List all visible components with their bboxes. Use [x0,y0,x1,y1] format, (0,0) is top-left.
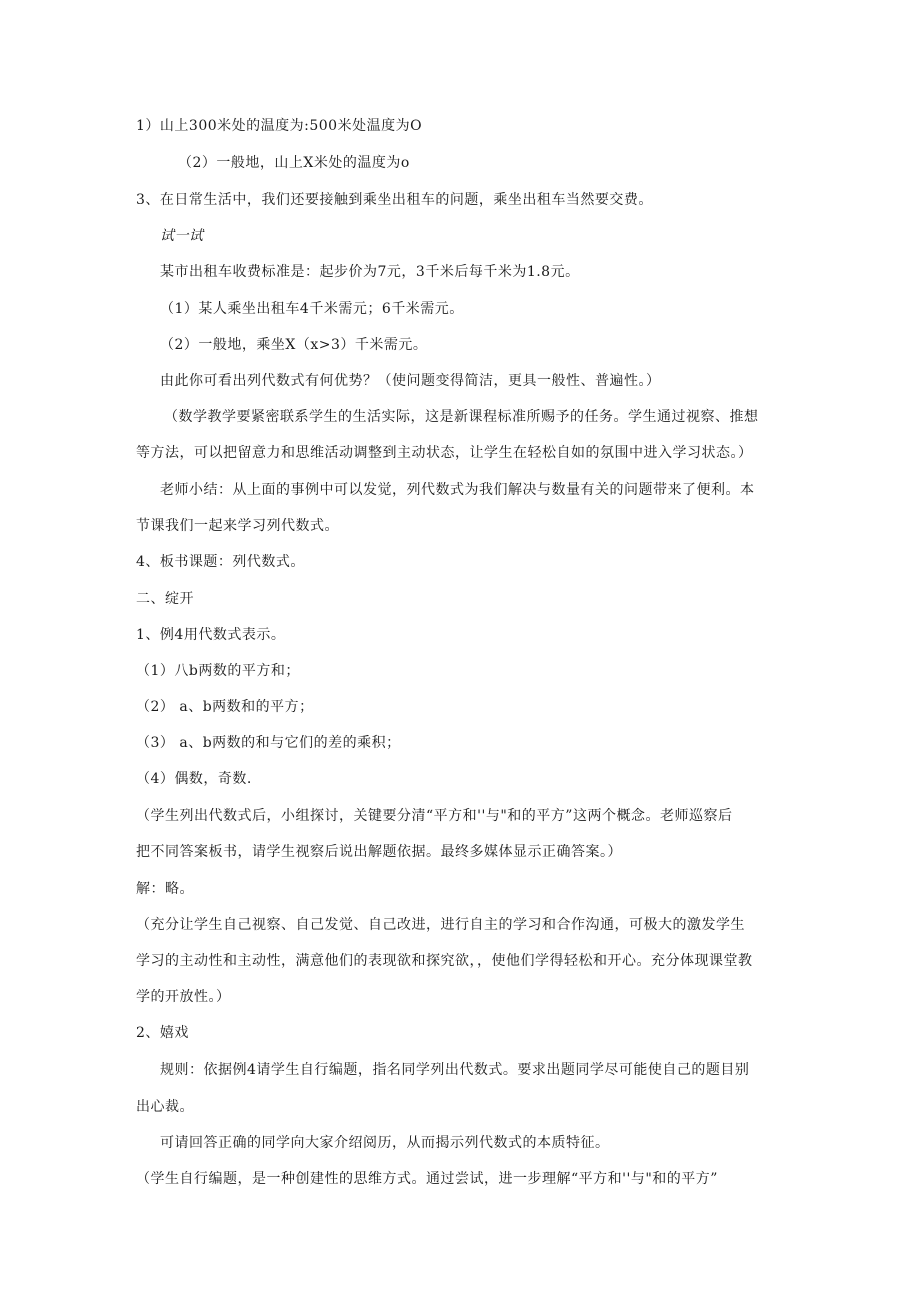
text-line-26: 2、嬉戏 [136,1025,189,1041]
text-line-9: （数学教学要紧密联系学生的生活实际，这是新课程标准所赐予的任务。学生通过视察、推想 [164,409,759,425]
text-line-12: 节课我们一起来学习列代数式。 [136,518,339,534]
text-line-5: 某市出租车收费标准是：起步价为7元，3千米后每千米为1.8元。 [160,264,580,280]
text-line-29: 可请回答正确的同学向大家介绍阅历，从而揭示列代数式的本质特征。 [160,1135,610,1151]
text-line-28: 出心裁。 [136,1099,194,1115]
text-line-try-heading: 试一试 [160,228,204,244]
text-line-2: （2）一般地，山上X米处的温度为o [178,155,410,171]
text-line-7: （2）一般地，乘坐X（x>3）千米需元。 [160,337,428,353]
text-line-11: 老师小结：从上面的事例中可以发觉，列代数式为我们解决与数量有关的问题带来了便利。本 [160,482,755,498]
text-line-1: 1）山上300米处的温度为:500米处温度为O [136,118,423,134]
text-line-25: 学的开放性。） [136,989,231,1005]
text-line-23: （充分让学生自己视察、自己发觉、自己改进，进行自主的学习和合作沟通，可极大的激发学生 [136,917,745,933]
text-line-21: 把不同答案板书，请学生视察后说出解题依据。最终多媒体显示正确答案。） [136,844,622,860]
text-line-17: （2） a、b两数和的平方； [136,699,314,715]
text-line-30: （学生自行编题，是一种创建性的思维方式。通过尝试，进一步理解“平方和''与"和的平方” [136,1171,718,1187]
text-line-20: （学生列出代数式后，小组探讨，关键要分清“平方和''与"和的平方”这两个概念。老师巡察后 [136,808,733,824]
text-line-22: 解：略。 [136,881,194,897]
text-line-6: （1）某人乘坐出租车4千米需元；6千米需元。 [160,301,464,317]
text-line-10: 等方法，可以把留意力和思维活动调整到主动状态，让学生在轻松自如的氛围中进入学习状态。） [136,445,753,461]
text-line-8: 由此你可看出列代数式有何优势？（使问题变得简洁，更具一般性、普遍性。） [160,373,661,389]
text-line-13: 4、板书课题：列代数式。 [136,554,305,570]
text-line-19: （4）偶数，奇数. [136,771,252,787]
text-line-24: 学习的主动性和主动性，满意他们的表现欲和探究欲，，使他们学得轻松和开心。充分体现课堂教 [136,953,753,969]
text-line-27: 规则：依据例4请学生自行编题，指名同学列出代数式。要求出题同学尽可能使自己的题目别 [160,1062,750,1078]
text-line-16: （1）八b两数的平方和； [136,663,300,679]
text-line-3: 3、在日常生活中，我们还要接触到乘坐出租车的问题，乘坐出租车当然要交费。 [136,192,653,208]
text-line-15: 1、例4用代数式表示。 [136,627,286,643]
text-line-14: 二、绽开 [136,591,194,607]
text-line-18: （3） a、b两数的和与它们的差的乘积； [136,735,401,751]
